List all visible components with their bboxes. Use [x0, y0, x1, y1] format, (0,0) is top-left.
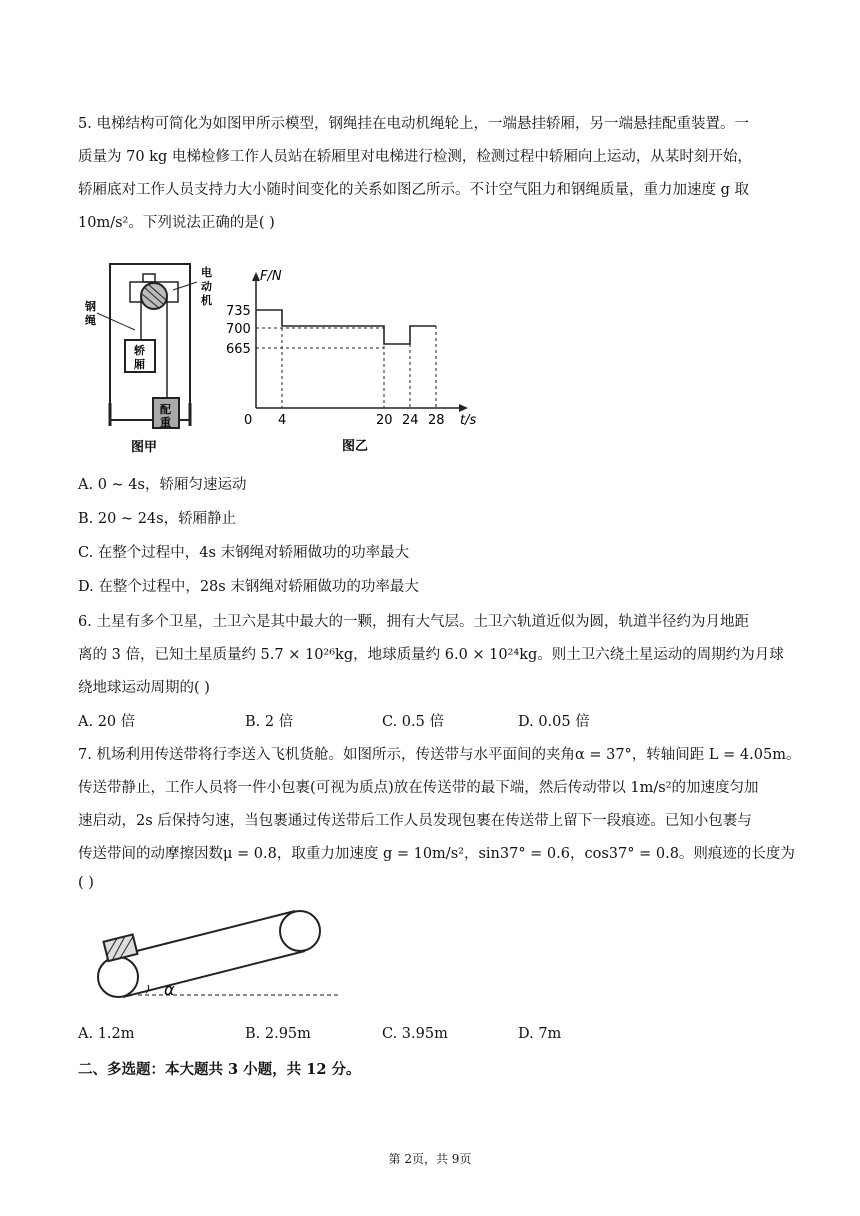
conveyor-belt-diagram [88, 905, 343, 1005]
q7-option-d[interactable]: D. 7m [518, 1026, 562, 1042]
elevator-diagram [85, 258, 225, 458]
q5-option-c[interactable]: C. 在整个过程中，4s 末钢绳对轿厢做功的功率最大 [78, 545, 410, 561]
motor-label-3: 机 [201, 294, 212, 307]
q7-option-a[interactable]: A. 1.2m [78, 1026, 135, 1042]
y-tick-665: 665 [226, 342, 251, 357]
fig-jia-caption: 图甲 [131, 440, 158, 455]
weight-label-1: 配 [160, 403, 171, 416]
page-footer: 第 2页，共 9页 [388, 1152, 472, 1166]
q5-line-3: 轿厢底对工作人员支持力大小随时间变化的关系如图乙所示。不计空气阻力和钢绳质量，重力加速度 g 取 [78, 182, 749, 198]
q7-line-4: 传送带间的动摩擦因数μ = 0.8，取重力加速度 g = 10m/s²，sin37° = 0.6，cos37° = 0.8。则痕迹的长度为 [78, 846, 795, 862]
section-heading: 二、多选题：本大题共 3 小题，共 12 分。 [78, 1061, 361, 1078]
q7-option-c[interactable]: C. 3.95m [382, 1026, 448, 1042]
q7-option-b[interactable]: B. 2.95m [245, 1026, 311, 1042]
force-time-graph [222, 262, 522, 457]
angle-alpha-label: α [164, 980, 175, 999]
q7-line-3: 速启动，2s 后保持匀速，当包裹通过传送带后工作人员发现包裹在传送带上留下一段痕迹。已知小包裹与 [78, 813, 752, 829]
q5-line-1: 5. 电梯结构可简化为如图甲所示模型，钢绳挂在电动机绳轮上，一端悬挂轿厢，另一端悬挂配重装置。一 [78, 116, 749, 132]
q5-option-a[interactable]: A. 0 ~ 4s，轿厢匀速运动 [78, 477, 247, 493]
fig-yi-caption: 图乙 [342, 439, 369, 454]
q6-line-2: 离的 3 倍，已知土星质量约 5.7 × 10²⁶kg，地球质量约 6.0 × 10²⁴kg。则土卫六绕土星运动的周期约为月球 [78, 647, 784, 663]
y-tick-700: 700 [226, 322, 251, 337]
lower-roller [98, 957, 138, 997]
rope-label-2: 绳 [85, 314, 96, 327]
q6-option-d[interactable]: D. 0.05 倍 [518, 714, 590, 730]
x-axis-arrow [459, 404, 468, 412]
q5-line-4: 10m/s²。下列说法正确的是( ) [78, 215, 275, 231]
car-label-2: 厢 [134, 358, 145, 371]
x-tick-4: 4 [278, 413, 287, 428]
y-axis-arrow [252, 272, 260, 281]
y-axis-label: F/N [260, 269, 282, 284]
q5-option-b[interactable]: B. 20 ~ 24s，轿厢静止 [78, 511, 237, 527]
motor-label-1: 电 [201, 266, 212, 279]
q7-line-5: ( ) [78, 875, 94, 891]
motor-label-2: 动 [201, 280, 212, 293]
x-tick-24: 24 [402, 413, 419, 428]
rope-label-1: 钢 [85, 300, 96, 313]
q7-line-1: 7. 机场利用传送带将行李送入飞机货舱。如图所示，传送带与水平面间的夹角α = 37°，转轴间距 L = 4.05m。 [78, 747, 801, 763]
q6-option-a[interactable]: A. 20 倍 [78, 714, 136, 730]
belt-bottom [123, 951, 305, 997]
y-tick-735: 735 [226, 304, 251, 319]
q6-option-b[interactable]: B. 2 倍 [245, 714, 294, 730]
q5-option-d[interactable]: D. 在整个过程中，28s 末钢绳对轿厢做功的功率最大 [78, 579, 419, 595]
x-tick-20: 20 [376, 413, 393, 428]
weight-label-2: 重 [160, 416, 171, 429]
q6-line-3: 绕地球运动周期的( ) [78, 680, 210, 696]
q7-line-2: 传送带静止，工作人员将一件小包裹(可视为质点)放在传送带的最下端，然后传动带以 1m/s²的加速度匀加 [78, 780, 759, 796]
car-label-1: 轿 [134, 344, 145, 357]
q6-line-1: 6. 土星有多个卫星，土卫六是其中最大的一颗，拥有大气层。土卫六轨道近似为圆，轨道半径约为月地距 [78, 614, 749, 630]
q6-option-c[interactable]: C. 0.5 倍 [382, 714, 444, 730]
x-axis-label: t/s [460, 413, 477, 428]
package [104, 934, 138, 961]
upper-roller [280, 911, 320, 951]
belt-top [113, 911, 295, 957]
x-tick-28: 28 [428, 413, 445, 428]
q5-line-2: 质量为 70 kg 电梯检修工作人员站在轿厢里对电梯进行检测，检测过程中轿厢向上运动，从某时刻开始， [78, 149, 752, 165]
origin-label: 0 [244, 413, 253, 428]
force-curve [256, 310, 436, 344]
